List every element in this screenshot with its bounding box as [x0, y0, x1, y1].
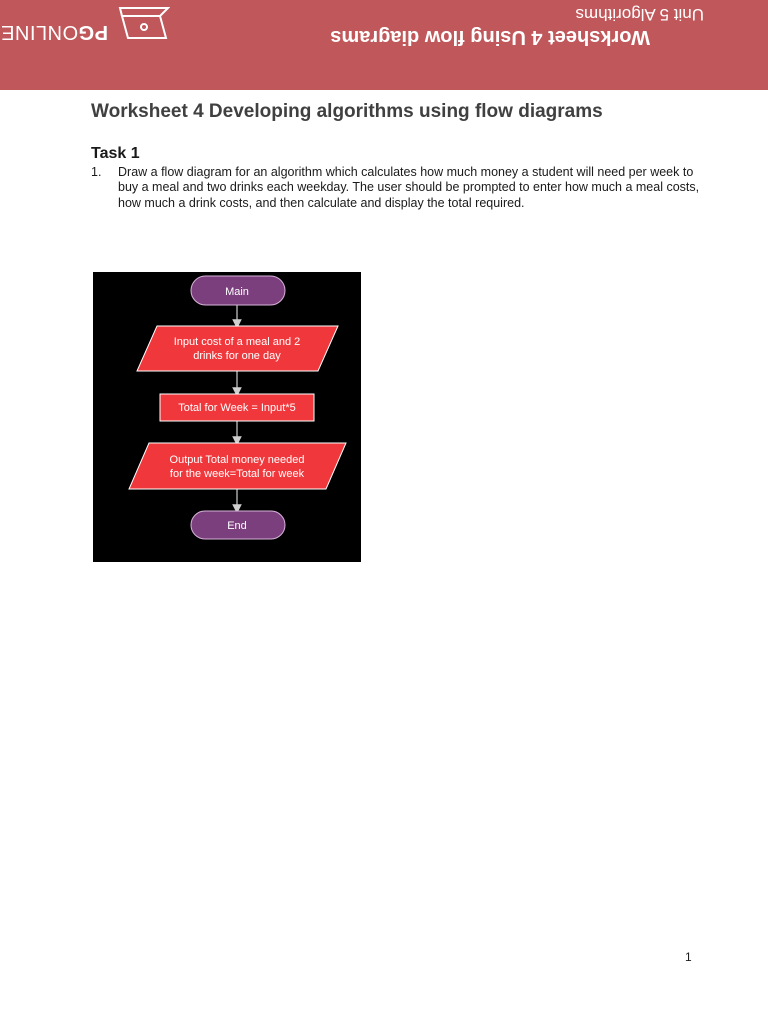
- question-text: Draw a flow diagram for an algorithm which calculates how much money a student will need per week to buy a meal and two drinks each weekday. The user should be prompted to enter how much a meal costs, how much a drink costs, and then calculate and display the total required.: [118, 165, 700, 210]
- page-title: Worksheet 4 Developing algorithms using flow diagrams: [91, 101, 603, 122]
- end-label: End: [227, 520, 247, 532]
- input-label-line2: drinks for one day: [193, 350, 281, 362]
- header-unit-title: Unit 5 Algorithms: [575, 5, 704, 24]
- start-label: Main: [225, 286, 249, 298]
- input-label-line1: Input cost of a meal and 2: [173, 336, 301, 348]
- input-parallelogram: [137, 326, 338, 371]
- header-worksheet-title: Worksheet 4 Using flow diagrams: [330, 26, 650, 48]
- header-banner: [0, 0, 768, 90]
- logo-bold: PG: [78, 21, 108, 43]
- logo-wordmark: [1, 20, 108, 43]
- header-content-flipped: [0, 0, 768, 90]
- page-number: 1: [685, 950, 692, 964]
- logo-rest: ONLINE: [0, 21, 79, 43]
- flowchart: [93, 272, 361, 562]
- output-label-line2: for the week=Total for week: [169, 468, 305, 480]
- task-heading: Task 1: [91, 145, 140, 162]
- process-label: Total for Week = Input*5: [178, 402, 296, 414]
- output-parallelogram: [129, 443, 346, 489]
- output-label-line1: Output Total money needed: [169, 454, 305, 466]
- question-number: 1.: [91, 165, 102, 179]
